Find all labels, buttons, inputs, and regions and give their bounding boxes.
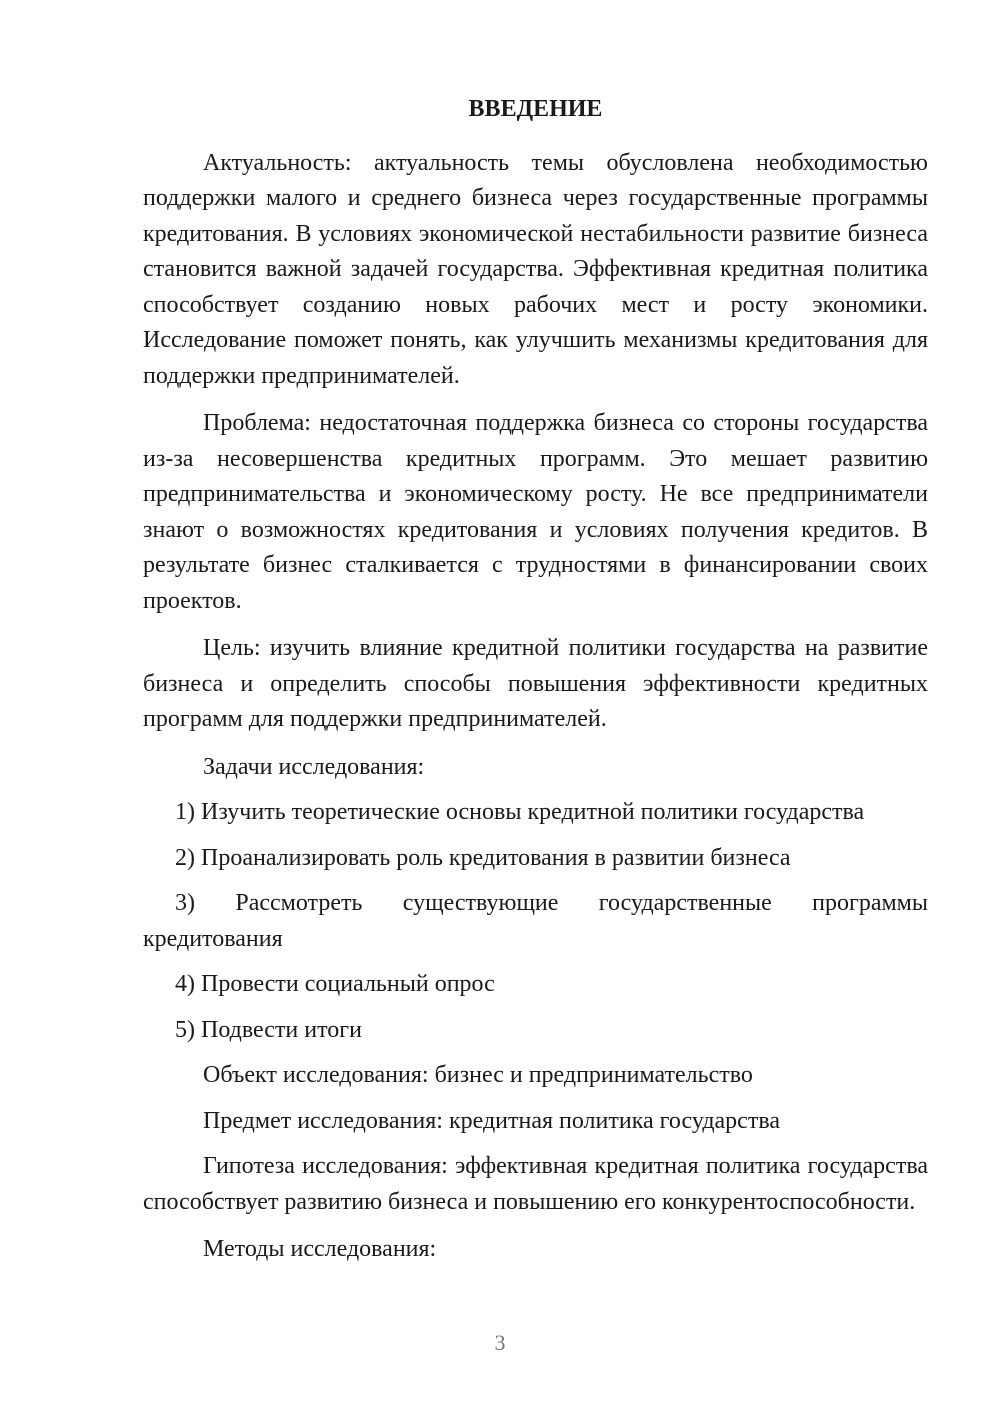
relevance-paragraph: Актуальность: актуальность темы обусловлена необходимостью поддержки малого и среднего бизнеса через государственные программы кредитования. В условиях экономической нестабильности развитие бизнеса становится важной задачей государства. Эффективная кредитная политика способствует созданию новых рабочих мест и росту экономики. Исследование поможет понять, как улучшить механизмы кредитования для поддержки предпринимателей. [143, 149, 928, 389]
goal-paragraph: Цель: изучить влияние кредитной политики государства на развитие бизнеса и определить способы повышения эффективности кредитных программ для поддержки предпринимателей. [143, 635, 928, 732]
task-item-4: 4) Провести социальный опрос [175, 971, 495, 997]
task-item-2: 2) Проанализировать роль кредитования в развитии бизнеса [175, 844, 791, 871]
subject-paragraph: Предмет исследования: кредитная политика государства [203, 1107, 780, 1134]
hypothesis-paragraph: Гипотеза исследования: эффективная кредитная политика государства способствует развитию бизнеса и повышению его конкурентоспособности. [143, 1153, 928, 1215]
methods-heading: Методы исследования: [203, 1236, 437, 1262]
page-number: 3 [494, 1330, 506, 1355]
task-item-5: 5) Подвести итоги [175, 1016, 362, 1043]
task-item-3: 3) Рассмотреть существующие государственные программы кредитования [143, 890, 928, 952]
tasks-heading: Задачи исследования: [203, 753, 425, 780]
document-body [143, 92, 928, 1278]
page-title: ВВЕДЕНИЕ [468, 96, 603, 122]
object-paragraph: Объект исследования: бизнес и предпринимательство [203, 1062, 753, 1088]
task-item-1: 1) Изучить теоретические основы кредитной политики государства [175, 799, 865, 825]
problem-paragraph: Проблема: недостаточная поддержка бизнеса со стороны государства из-за несовершенства кредитных программ. Это мешает развитию предпринимательства и экономическому росту. Не все предприниматели знают о возможностях кредитования и условиях получения кредитов. В результате бизнес сталкивается с трудностями в финансировании своих проектов. [143, 410, 928, 614]
